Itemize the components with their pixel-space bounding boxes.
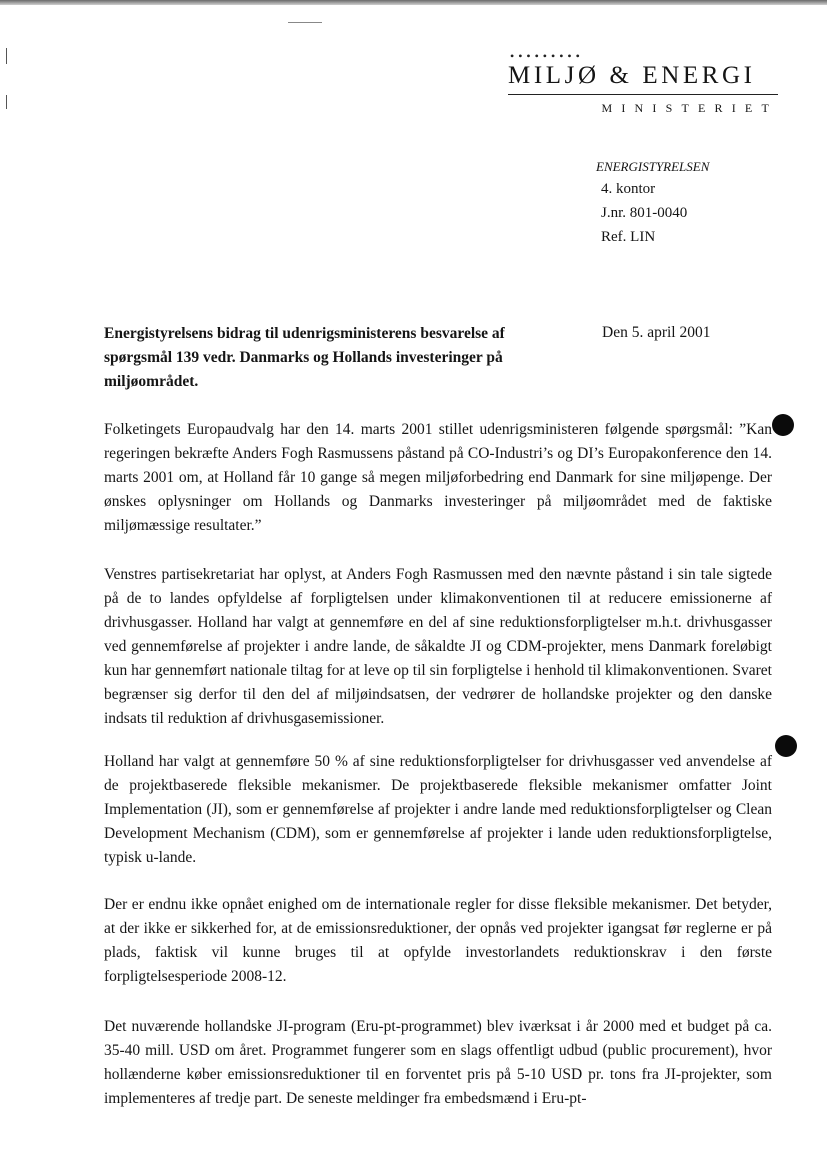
document-title: Energistyrelsens bidrag til udenrigsministerens besvarelse af spørgsmål 139 vedr. Danmarks og Hollands investeringer på miljøområdet. xyxy=(104,325,505,390)
sender-block xyxy=(596,159,709,249)
ministry-name: MILJØ & ENERGI xyxy=(508,62,756,89)
paragraph: Venstres partisekretariat har oplyst, at Anders Fogh Rasmussen med den nævnte påstand i sin tale sigtede på de to landes opfyldelse af forpligtelsen under klimakonventionen til at reducere emissionerne af drivhusgasser. Holland har valgt at gennemføre en del af sine reduktionsforpligtelser m.h.t. drivhusgasser ved gennemførelse af projekter i andre lande, de såkaldte JI og CDM-projekter, mens Danmark foreløbigt kun har gennemført nationale tiltag for at leve op til sin forpligtelse i henhold til klimakonventionen. Svaret begrænser sig derfor til den del af miljøindsatsen, der vedrører de hollandske projekter og den danske indsats til reduktion af drivhusgasemissioner. xyxy=(104,566,772,727)
paragraph: Folketingets Europaudvalg har den 14. marts 2001 stillet udenrigsministeren følgende spørgsmål: ”Kan regeringen bekræfte Anders Fogh Rasmussens påstand på CO-Industri’s og DI’s Europakonference den 14. marts 2001 om, at Holland får 10 gange så megen miljøforbedring end Danmark for sine miljøpenge. Der ønskes oplysninger om Hollands og Danmarks investeringer på miljøområdet med de faktiske miljømæssige resultater.” xyxy=(104,421,772,534)
ministry-logo xyxy=(508,50,778,115)
journal-number: J.nr. 801-0040 xyxy=(601,205,688,221)
ministry-subtitle: MINISTERIET xyxy=(601,101,778,115)
logo-dots: ••••••••• xyxy=(510,49,584,63)
sender-office: 4. kontor xyxy=(601,181,656,197)
scan-top-edge xyxy=(0,0,827,5)
reference: Ref. LIN xyxy=(601,229,656,245)
punch-hole-upper xyxy=(772,414,794,436)
punch-hole-lower xyxy=(775,735,797,757)
paragraph: Holland har valgt at gennemføre 50 % af sine reduktionsforpligtelser for drivhusgasser ved anvendelse af de projektbaserede fleksible mekanismer. De projektbaserede fleksible mekanismer omfatter Joint Implementation (JI), som er gennemførelse af projekter i andre lande med reduktionsforpligtelser og Clean Development Mechanism (CDM), som er gennemførelse af projekter i lande uden reduktionsforpligtelse, typisk u-lande. xyxy=(104,753,772,866)
paragraph: Det nuværende hollandske JI-program (Eru-pt-programmet) blev iværksat i år 2000 med et budget på ca. 35-40 mill. USD om året. Programmet fungerer som en slags offentligt udbud (public procurement), hvor hollænderne køber emissionsreduktioner til en forventet pris på 5-10 USD pr. tons fra JI-projekter, som implementeres af tredje part. De seneste meldinger fra embedsmænd i Eru-pt- xyxy=(104,1018,772,1107)
scan-mark-top xyxy=(288,22,322,23)
scan-mark-left-2 xyxy=(6,95,7,109)
sender-agency: ENERGISTYRELSEN xyxy=(596,159,710,174)
logo-rule xyxy=(508,94,778,95)
paragraph: Der er endnu ikke opnået enighed om de internationale regler for disse fleksible mekanismer. Det betyder, at der ikke er sikkerhed for, at de emissionsreduktioner, der opnås ved projekter igangsat før reglerne er på plads, faktisk vil kunne bruges til at opfylde investorlandets reduktionskrav i den første forpligtelsesperiode 2008-12. xyxy=(104,896,772,985)
scan-mark-left-1 xyxy=(6,48,7,64)
document-date: Den 5. april 2001 xyxy=(602,324,711,341)
